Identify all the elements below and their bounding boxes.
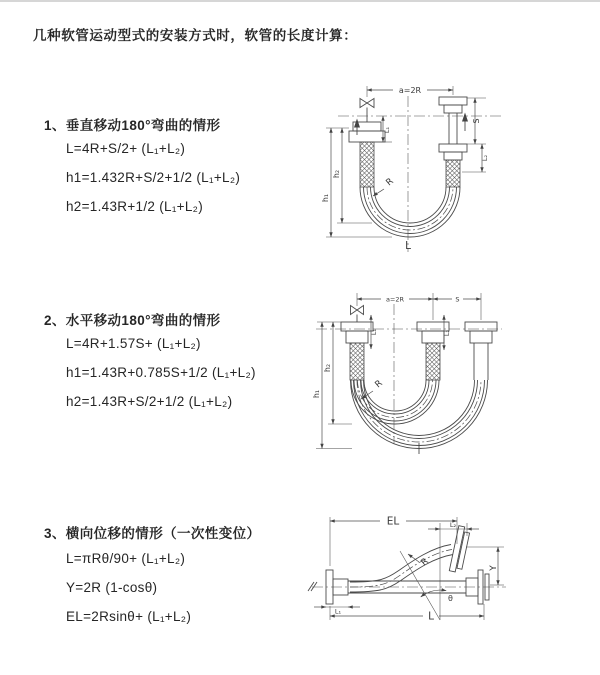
flange-fittings <box>341 322 497 380</box>
formula-line: h2=1.43R+S/2+1/2 (L₁+L₂) <box>66 394 233 409</box>
section-1-heading: 1、垂直移动180°弯曲的情形 <box>44 118 221 133</box>
angle-theta-construction <box>400 536 453 620</box>
section-1-formulas <box>66 134 240 221</box>
length-label: L <box>405 240 411 252</box>
hose-braid-left <box>360 142 374 187</box>
hose-u-moved <box>351 380 488 449</box>
formula-line: Y=2R (1-cosθ) <box>66 580 158 595</box>
radius-label: R <box>419 556 431 569</box>
formula-line: h2=1.43R+1/2 (L₁+L₂) <box>66 199 204 214</box>
dim-label-l2: L₂ <box>481 154 489 162</box>
dim-label-s: S <box>472 118 481 124</box>
hose-s-curve <box>350 545 453 593</box>
valve-icon <box>360 99 374 108</box>
dim-label-y: Y <box>489 565 499 571</box>
dim-label-a2r: a=2R <box>398 86 422 95</box>
dim-label-h2: h₂ <box>323 363 332 373</box>
dim-label-l: L <box>428 610 434 623</box>
hose-braid-right <box>446 160 460 187</box>
radius-label: R <box>384 176 396 189</box>
dim-label-l2: L₂ <box>449 521 457 529</box>
right-flange <box>439 97 467 105</box>
formula-line: L=πRθ/90+ (L₁+L₂) <box>66 551 186 566</box>
page-title: 几种软管运动型式的安装方式时，软管的长度计算： <box>33 28 358 43</box>
dim-label-l1: L₁ <box>370 328 378 336</box>
formula-line: EL=2Rsinθ+ (L₁+L₂) <box>66 609 192 624</box>
dim-label-h1: h₁ <box>321 193 330 203</box>
diagram-vertical-180-bend <box>300 72 600 262</box>
diagram-horizontal-180-bend <box>308 285 600 465</box>
dim-label-l1: L₁ <box>383 126 391 134</box>
formula-line: L=4R+S/2+ (L₁+L₂) <box>66 141 186 156</box>
dim-label-l1: L₁ <box>334 607 342 616</box>
dim-label-a2r: a=2R <box>385 295 405 304</box>
dim-label-l2: L₂ <box>443 329 451 337</box>
tilted-flange <box>449 526 470 573</box>
valve-icon <box>351 306 364 315</box>
formula-line: L=4R+1.57S+ (L₁+L₂) <box>66 336 201 351</box>
formula-line: h1=1.432R+S/2+1/2 (L₁+L₂) <box>66 170 241 185</box>
dim-label-h2: h₂ <box>332 169 341 179</box>
break-mark <box>308 582 317 591</box>
dim-label-h1: h₁ <box>312 389 321 399</box>
dim-label-el: EL <box>386 515 400 528</box>
radius-label: R <box>373 378 385 391</box>
dim-label-s: S <box>455 295 460 304</box>
diagram-lateral-displacement <box>300 502 600 652</box>
section-3-formulas <box>66 544 191 631</box>
section-3-heading: 3、横向位移的情形（一次性变位） <box>44 526 261 541</box>
dim-label-theta: θ <box>448 594 453 603</box>
formula-line: h1=1.43R+0.785S+1/2 (L₁+L₂) <box>66 365 256 380</box>
section-2-formulas <box>66 329 256 416</box>
section-2-heading: 2、水平移动180°弯曲的情形 <box>44 313 221 328</box>
